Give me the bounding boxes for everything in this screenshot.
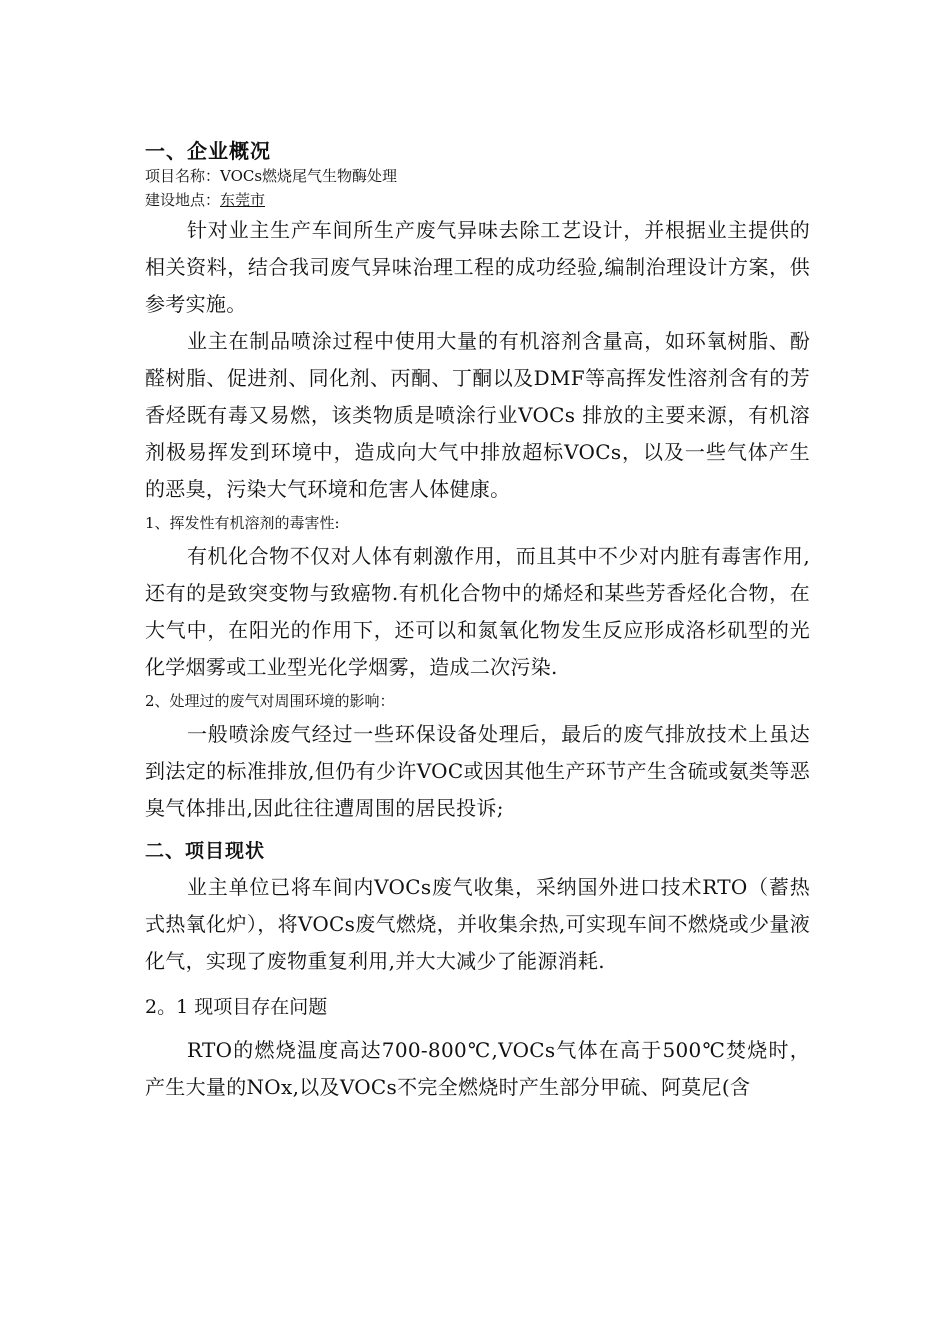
project-name-line [145,164,810,188]
section1-heading: 一、企业概况 [145,139,271,163]
section2-heading: 二、项目现状 [145,840,266,862]
location-value: 东莞市 [220,191,266,209]
document-content [145,138,810,1106]
location-label: 建设地点： [145,191,221,209]
toxicity-paragraph: 有机化合物不仅对人体有刺激作用，而且其中不少对内脏有毒害作用,还有的是致突变物与致癌物.有机化合物中的烯烃和某些芳香烃化合物，在大气中，在阳光的作用下，还可以和氮氧化物发生反应形成洛杉矶型的光化学烟雾或工业型光化学烟雾，造成二次污染. [145,544,810,679]
solvent-paragraph: 业主在制品喷涂过程中使用大量的有机溶剂含量高，如环氧树脂、酚醛树脂、促进剂、同化剂、丙酮、丁酮以及DMF等高挥发性溶剂含有的芳香烃既有毒又易燃，该类物质是喷涂行业VOCs 排放的主要来源，有机溶剂极易挥发到环境中，造成向大气中排放超标VOCs，以及一些气体产生的恶臭，污染大气环境和危害人体健康。 [145,329,810,501]
impact-subheading: 2、处理过的废气对周围环境的影响： [145,692,395,710]
project-name-value: VOCs燃烧尾气生物酶处理 [220,167,398,185]
impact-paragraph: 一般喷涂废气经过一些环保设备处理后，最后的废气排放技术上虽达到法定的标准排放,但仍有少许VOC或因其他生产环节产生含硫或氨类等恶臭气体排出,因此往往遭周围的居民投诉; [145,722,810,820]
toxicity-subheading: 1、挥发性有机溶剂的毒害性: [145,514,340,532]
status-paragraph: 业主单位已将车间内VOCs废气收集，采纳国外进口技术RTO（蓄热式热氧化炉），将VOCs废气燃烧，并收集余热,可实现车间不燃烧或少量液化气，实现了废物重复利用,并大大减少了能源消耗. [145,875,810,973]
problems-subheading: 2。1 现项目存在问题 [145,996,328,1018]
problems-paragraph: RTO的燃烧温度高达700-800℃,VOCs气体在高于500℃焚烧时，产生大量的NOx,以及VOCs不完全燃烧时产生部分甲硫、阿莫尼(含 [145,1038,810,1099]
project-name-label: 项目名称： [145,167,221,185]
location-line [145,188,810,212]
intro-paragraph: 针对业主生产车间所生产废气异味去除工艺设计，并根据业主提供的相关资料，结合我司废气异味治理工程的成功经验,编制治理设计方案，供参考实施。 [145,218,810,316]
